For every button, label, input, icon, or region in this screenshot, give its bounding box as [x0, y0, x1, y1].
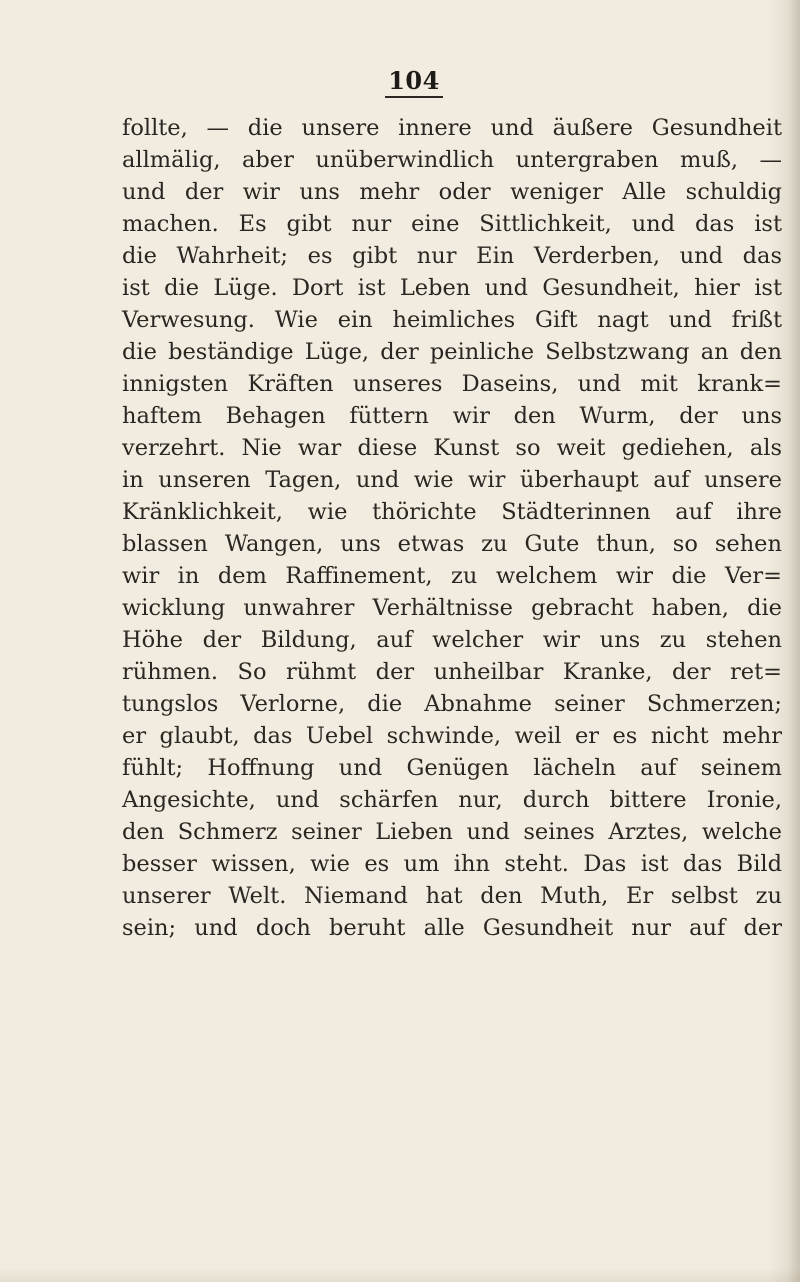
text-line: in unseren Tagen, und wie wir überhaupt auf unsere [122, 467, 782, 493]
text-line: innigsten Kräften unseres Daseins, und mit krank= [122, 371, 782, 397]
text-line: wicklung unwahrer Verhältnisse gebracht haben, die [122, 595, 782, 621]
text-line: Kränklichkeit, wie thörichte Städterinnen auf ihre [122, 499, 782, 525]
text-line: er glaubt, das Uebel schwinde, weil er es nicht mehr [122, 723, 782, 749]
text-line: rühmen. So rühmt der unheilbar Kranke, der ret= [122, 659, 782, 685]
page-number: 104 [388, 66, 440, 95]
text-line: verzehrt. Nie war diese Kunst so weit gediehen, als [122, 435, 782, 461]
text-line: die Wahrheit; es gibt nur Ein Verderben, und das [122, 243, 782, 269]
text-line: sein; und doch beruht alle Gesundheit nur auf der [122, 915, 782, 941]
text-line: Angesichte, und schärfen nur, durch bittere Ironie, [122, 787, 782, 813]
text-line: und der wir uns mehr oder weniger Alle schuldig [122, 179, 782, 205]
text-line: follte, — die unsere innere und äußere Gesundheit [122, 115, 782, 141]
text-line: machen. Es gibt nur eine Sittlichkeit, und das ist [122, 211, 782, 237]
text-line: wir in dem Raffinement, zu welchem wir die Ver= [122, 563, 782, 589]
text-line: den Schmerz seiner Lieben und seines Arztes, welche [122, 819, 782, 845]
text-line: Höhe der Bildung, auf welcher wir uns zu stehen [122, 627, 782, 653]
text-line: tungslos Verlorne, die Abnahme seiner Schmerzen; [122, 691, 782, 717]
text-line: allmälig, aber unüberwindlich untergraben muß, — [122, 147, 782, 173]
text-line: haftem Behagen füttern wir den Wurm, der uns [122, 403, 782, 429]
page-edge-shadow [788, 0, 800, 1282]
text-line: ist die Lüge. Dort ist Leben und Gesundheit, hier ist [122, 275, 782, 301]
text-line: Verwesung. Wie ein heimliches Gift nagt und frißt [122, 307, 782, 333]
text-line: die beständige Lüge, der peinliche Selbstzwang an den [122, 339, 782, 365]
text-line: besser wissen, wie es um ihn steht. Das ist das Bild [122, 851, 782, 877]
text-line: blassen Wangen, uns etwas zu Gute thun, so sehen [122, 531, 782, 557]
page-bottom-shadow [0, 1268, 800, 1282]
page-number-underline [385, 96, 443, 98]
text-line: fühlt; Hoffnung und Genügen lächeln auf seinem [122, 755, 782, 781]
text-line: unserer Welt. Niemand hat den Muth, Er selbst zu [122, 883, 782, 909]
